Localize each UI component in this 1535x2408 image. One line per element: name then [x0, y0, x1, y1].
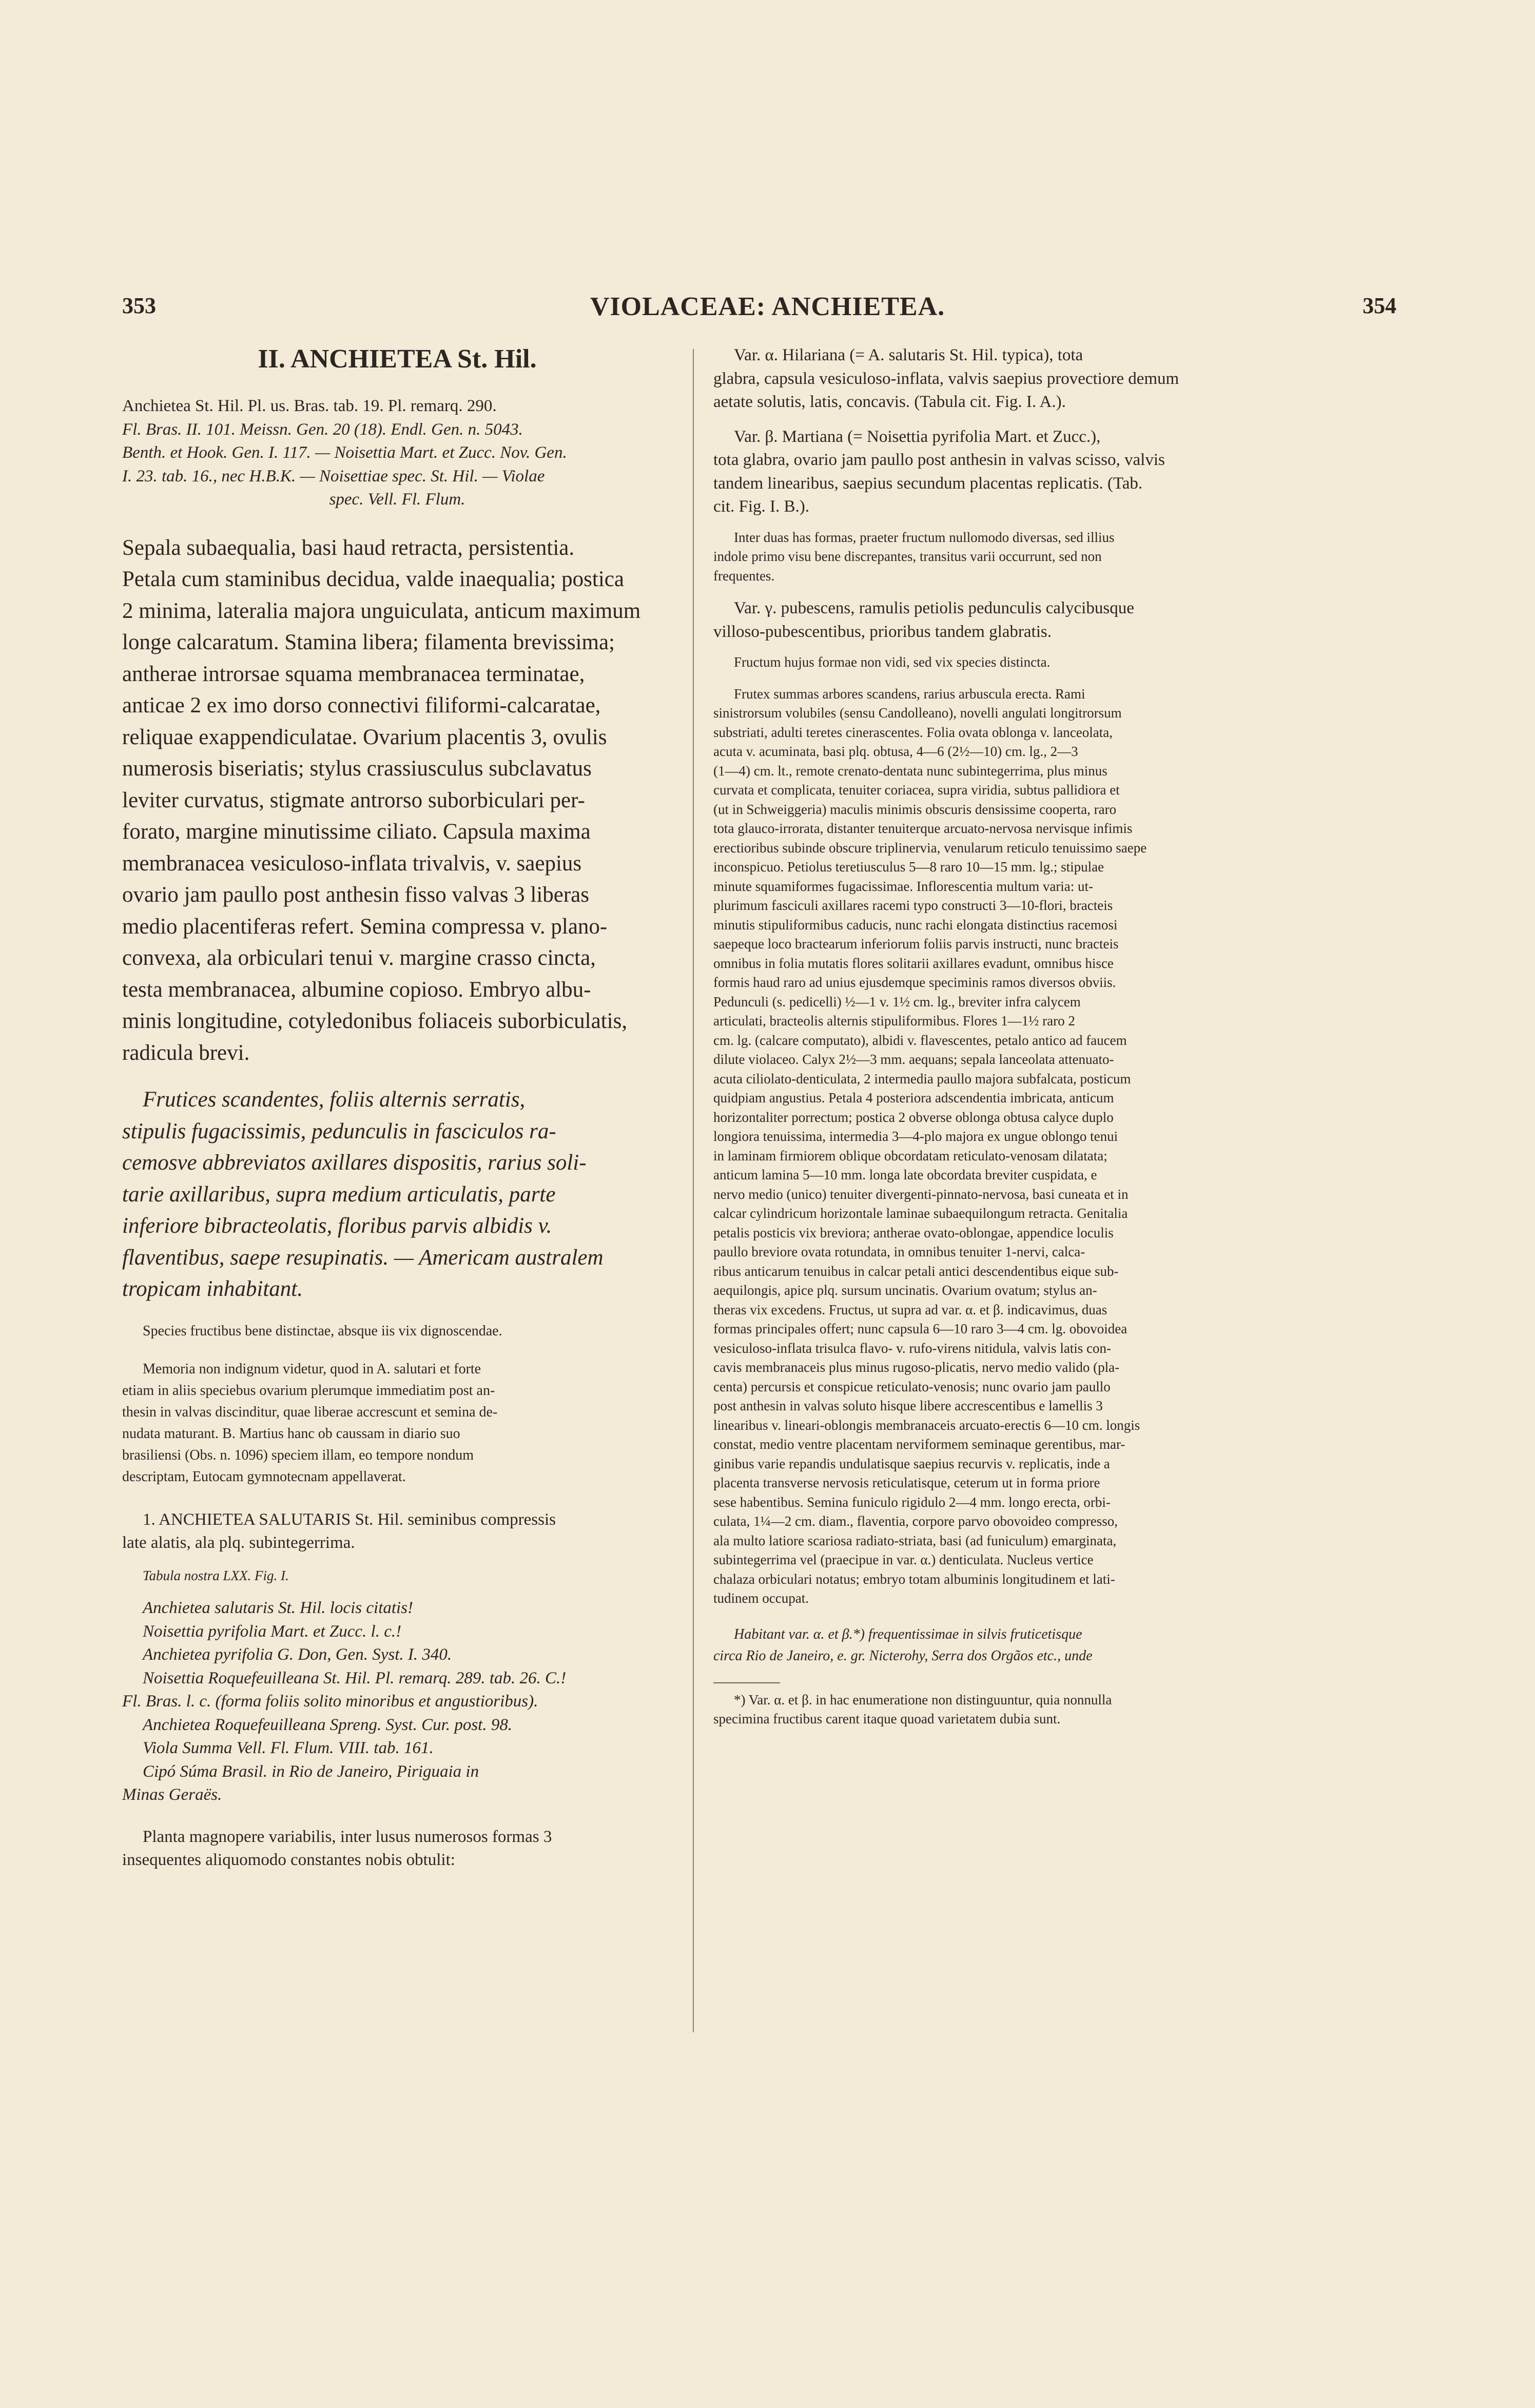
- reference-line: Noisettia pyrifolia Mart. et Zucc. l. c.!: [143, 1622, 402, 1641]
- right-column: [713, 344, 1401, 1729]
- synonymy-line: Anchietea St. Hil. Pl. us. Bras. tab. 19. Pl. remarq. 290.: [122, 397, 497, 415]
- habitat-paragraph: [713, 1624, 1401, 1667]
- description-line: linearibus v. lineari-oblongis membranaceis arcuato-erectis 6—10 cm. longis: [713, 1417, 1140, 1433]
- description-line: inconspicuo. Petiolus teretiusculus 5—8 raro 10—15 mm. lg.; stipulae: [713, 859, 1104, 875]
- description-line: petalis posticis vix breviora; antherae ovato-oblongae, appendice loculis: [713, 1225, 1114, 1240]
- note-line: indole primo visu bene discrepantes, transitus varii occurrunt, sed non: [713, 549, 1102, 564]
- habit-line: inferiore bibracteolatis, floribus parvis albidis v.: [122, 1214, 552, 1238]
- genus-description: [122, 532, 672, 1069]
- description-line: sese habentibus. Semina funiculo rigidulo 2—4 mm. longo erecta, orbi-: [713, 1494, 1111, 1510]
- description-line: plurimum fasciculi axillares racemi typo constructi 3—10-flori, bracteis: [713, 898, 1113, 913]
- planta-paragraph: [122, 1826, 672, 1872]
- reference-line: Anchietea pyrifolia G. Don, Gen. Syst. I. 340.: [143, 1645, 452, 1664]
- memoria-line: descriptam, Eutocam gymnotecnam appellaverat.: [122, 1468, 406, 1485]
- species-note: Species fructibus bene distinctae, absque iis vix dignoscendae.: [143, 1323, 502, 1339]
- description-line: nervo medio (unico) tenuiter divergenti-pinnato-nervosa, basi cuneata et in: [713, 1186, 1129, 1202]
- description-line: longe calcaratum. Stamina libera; filamenta brevissima;: [122, 630, 615, 654]
- reference-line: Fl. Bras. l. c. (forma foliis solito minoribus et angustioribus).: [122, 1692, 538, 1711]
- variety-line: glabra, capsula vesiculoso-inflata, valvis saepius provectiore demum: [713, 369, 1179, 388]
- reference-line: Anchietea Roquefeuilleana Spreng. Syst. Cur. post. 98.: [143, 1715, 513, 1734]
- description-line: acuta ciliolato-denticulata, 2 intermedia paullo majora subfalcata, posticum: [713, 1071, 1131, 1086]
- variety-line: Var. β. Martiana (= Noisettia pyrifolia Mart. et Zucc.),: [734, 427, 1101, 446]
- description-line: medio placentiferas refert. Semina compressa v. plano-: [122, 914, 608, 939]
- description-line: Sepala subaequalia, basi haud retracta, persistentia.: [122, 535, 575, 560]
- memoria-line: etiam in aliis speciebus ovarium plerumque immediatim post an-: [122, 1382, 495, 1399]
- description-line: reliquae exappendiculatae. Ovarium placentis 3, ovulis: [122, 725, 607, 749]
- variety-line: tota glabra, ovario jam paullo post anthesin in valvas scisso, valvis: [713, 451, 1165, 469]
- description-line: omnibus in folia mutatis flores solitarii axillares evadunt, omnibus hisce: [713, 955, 1114, 971]
- description-line: vesiculoso-inflata trisulca flavo- v. rufo-virens nitidula, valvis latis con-: [713, 1340, 1112, 1356]
- genus-habit: [122, 1084, 672, 1305]
- habit-line: stipulis fugacissimis, pedunculis in fasciculos ra-: [122, 1119, 556, 1143]
- description-line: forato, margine minutissime ciliato. Capsula maxima: [122, 820, 591, 844]
- memoria-paragraph: [122, 1358, 672, 1488]
- habitat-line: circa Rio de Janeiro, e. gr. Nicterohy, Serra dos Orgãos etc., unde: [713, 1647, 1093, 1664]
- description-line: post anthesin in valvas soluto hisque libere accrescentibus e lamellis 3: [713, 1398, 1103, 1413]
- description-line: anticae 2 ex imo dorso connectivi filiformi-calcaratae,: [122, 693, 601, 717]
- variety-gamma: [713, 597, 1401, 644]
- description-line: articulati, bracteolis alternis stipuliformibus. Flores 1—1½ raro 2: [713, 1013, 1075, 1028]
- memoria-line: thesin in valvas discinditur, quae liberae accrescunt et semina de-: [122, 1404, 498, 1420]
- description-line: minute squamiformes fugacissimae. Inflorescentia multum varia: ut-: [713, 878, 1094, 894]
- reference-line: Minas Geraës.: [122, 1785, 222, 1804]
- description-line: tudinem occupat.: [713, 1590, 809, 1606]
- description-line: in laminam firmiorem oblique obcordatam reticulato-venosam dilatata;: [713, 1148, 1107, 1163]
- planta-line: Planta magnopere variabilis, inter lusus numerosos formas 3: [143, 1827, 552, 1846]
- footnote-line: *) Var. α. et β. in hac enumeratione non distinguuntur, quia nonnulla: [734, 1692, 1112, 1707]
- reference-line: Cipó Súma Brasil. in Rio de Janeiro, Piriguaia in: [143, 1762, 479, 1781]
- description-line: horizontaliter porrectum; postica 2 obverse oblonga obtusa calyce duplo: [713, 1109, 1114, 1125]
- description-line: Frutex summas arbores scandens, rarius arbuscula erecta. Rami: [734, 686, 1085, 702]
- page-number-right: 354: [1363, 293, 1396, 318]
- description-line: chalaza orbiculari notatus; embryo totam albuminis longitudinem et lati-: [713, 1571, 1115, 1587]
- description-line: membranacea vesiculoso-inflata trivalvis, v. saepius: [122, 851, 582, 876]
- planta-line: insequentes aliquomodo constantes nobis obtulit:: [122, 1851, 455, 1869]
- page-number-left: 353: [122, 293, 156, 318]
- description-line: 2 minima, lateralia majora unguiculata, anticum maximum: [122, 598, 641, 623]
- description-line: centa) percursis et conspicue reticulato-venosis; nunc ovario jam paullo: [713, 1378, 1111, 1394]
- description-line: cavis membranaceis plus minus rugoso-plicatis, nervo medio valido (pla-: [713, 1360, 1120, 1375]
- description-line: testa membranacea, albumine copioso. Embryo albu-: [122, 977, 591, 1002]
- synonymy-line: Fl. Bras. II. 101. Meissn. Gen. 20 (18). Endl. Gen. n. 5043.: [122, 420, 523, 439]
- reference-line: Noisettia Roquefeuilleana St. Hil. Pl. remarq. 289. tab. 26. C.!: [143, 1668, 567, 1687]
- variety-beta: [713, 425, 1401, 519]
- memoria-line: brasiliensi (Obs. n. 1096) speciem illam, eo tempore nondum: [122, 1447, 474, 1463]
- variety-line: villoso-pubescentibus, prioribus tandem glabratis.: [713, 622, 1052, 641]
- description-line: radicula brevi.: [122, 1040, 250, 1065]
- description-line: antherae introrsae squama membranacea terminatae,: [122, 662, 585, 686]
- memoria-line: Memoria non indignum videtur, quod in A. salutari et forte: [143, 1361, 481, 1377]
- genus-heading: II. ANCHIETEA St. Hil.: [258, 344, 537, 374]
- description-line: Pedunculi (s. pedicelli) ½—1 v. 1½ cm. lg., breviter infra calycem: [713, 994, 1081, 1009]
- description-line: aequilongis, apice plq. sursum uncinatis. Ovarium ovatum; stylus an-: [713, 1283, 1097, 1298]
- note-line: Inter duas has formas, praeter fructum nullomodo diversas, sed illius: [734, 529, 1115, 545]
- tabula-reference: Tabula nostra LXX. Fig. I.: [143, 1567, 289, 1583]
- habit-line: flaventibus, saepe resupinatis. — Americam australem: [122, 1245, 604, 1270]
- description-line: formas principales offert; nunc capsula 6—10 raro 3—4 cm. lg. obovoidea: [713, 1321, 1128, 1336]
- description-line: tota glauco-irrorata, distanter tenuiterque arcuato-nervosa nervisque infimis: [713, 821, 1133, 836]
- description-line: acuta v. acuminata, basi plq. obtusa, 4—6 (2½—10) cm. lg., 2—3: [713, 744, 1078, 759]
- description-line: formis haud raro ad unius ejusdemque speciminis ramos diversos obviis.: [713, 975, 1116, 990]
- species-heading-line: 1. ANCHIETEA SALUTARIS St. Hil. seminibus compressis: [143, 1510, 556, 1529]
- description-line: ginibus varie repandis undulatisque saepius recurvis v. replicatis, inde a: [713, 1455, 1110, 1471]
- habit-line: Frutices scandentes, foliis alternis serratis,: [143, 1088, 526, 1112]
- description-line: culata, 1¼—2 cm. diam., flaventia, corpore parvo obovoideo compresso,: [713, 1513, 1118, 1529]
- reference-line: Anchietea salutaris St. Hil. locis citatis!: [143, 1599, 414, 1617]
- species-references: [122, 1597, 672, 1807]
- description-line: substriati, adulti teretes cinerascentes. Folia ovata oblonga v. lanceolata,: [713, 724, 1113, 740]
- genus-synonymy: [122, 395, 672, 512]
- variety-line: aetate solutis, latis, concavis. (Tabula cit. Fig. I. A.).: [713, 393, 1066, 411]
- description-line: numerosis biseriatis; stylus crassiusculus subclavatus: [122, 756, 592, 781]
- species-description: [713, 685, 1401, 1608]
- species-heading-line: late alatis, ala plq. subintegerrima.: [122, 1533, 355, 1552]
- description-line: saepeque loco bractearum inferiorum foliis parvis instructi, nunc bracteis: [713, 936, 1119, 951]
- description-line: ala multo latiore scariosa radiato-striata, basi (ad funiculum) emarginata,: [713, 1532, 1117, 1548]
- synonymy-line: Benth. et Hook. Gen. I. 117. — Noisettia Mart. et Zucc. Nov. Gen.: [122, 443, 567, 462]
- description-line: calcar cylindricum horizontale laminae subaequilongum retracta. Genitalia: [713, 1206, 1128, 1221]
- left-column: [122, 344, 672, 1872]
- description-line: curvata et complicata, tenuiter coriacea, supra viridia, subtus pallidiora et: [713, 782, 1120, 798]
- variety-line: Var. α. Hilariana (= A. salutaris St. Hil. typica), tota: [734, 346, 1083, 364]
- description-line: sinistrorsum volubiles (sensu Candolleano), novelli angulati longitrorsum: [713, 705, 1122, 721]
- description-line: subintegerrima vel (praecipue in var. α.) denticulata. Nucleus vertice: [713, 1552, 1094, 1567]
- running-header: [0, 293, 1535, 328]
- habit-line: tarie axillaribus, supra medium articulatis, parte: [122, 1182, 556, 1207]
- column-divider: [693, 349, 694, 2032]
- memoria-line: nudata maturant. B. Martius hanc ob caussam in diario suo: [122, 1425, 460, 1442]
- description-line: ribus anticarum tenuibus in calcar petali antici descendentibus eique sub-: [713, 1263, 1119, 1279]
- species-heading: [122, 1508, 672, 1555]
- description-line: (ut in Schweiggeria) maculis minimis obscuris densissime cooperta, raro: [713, 801, 1117, 817]
- description-line: anticum lamina 5—10 mm. longa late obcordata breviter cuspidata, e: [713, 1167, 1097, 1182]
- habitat-line: Habitant var. α. et β.*) frequentissimae in silvis fruticetisque: [734, 1626, 1082, 1642]
- reference-line: Viola Summa Vell. Fl. Flum. VIII. tab. 161.: [143, 1739, 434, 1757]
- description-line: minis longitudine, cotyledonibus foliaceis suborbiculatis,: [122, 1009, 628, 1033]
- habit-line: cemosve abbreviatos axillares dispositis, rarius soli-: [122, 1151, 587, 1175]
- description-line: leviter curvatus, stigmate antrorso suborbiculari per-: [122, 788, 585, 812]
- intermediate-note: [713, 528, 1401, 586]
- description-line: Petala cum staminibus decidua, valde inaequalia; postica: [122, 567, 624, 591]
- description-line: constat, medio ventre placentam nerviformem seminaque gerentibus, mar-: [713, 1436, 1125, 1452]
- variety-line: tandem linearibus, saepius secundum placentas replicatis. (Tab.: [713, 474, 1143, 493]
- description-line: minutis stipuliformibus caducis, nunc rachi elongata distinctius racemosi: [713, 917, 1118, 933]
- description-line: erectioribus subinde obscure triplinervia, venularum reticulo tenuissimo saepe: [713, 840, 1147, 856]
- description-line: placenta transverse nervosis reticulatisque, ceterum ut in forma priore: [713, 1475, 1100, 1490]
- description-line: theras vix excedens. Fructus, ut supra ad var. α. et β. indicavimus, duas: [713, 1302, 1107, 1317]
- description-line: longiora tenuissima, intermedia 3—4-plo majora ex ungue oblongo tenui: [713, 1129, 1118, 1144]
- description-line: dilute violaceo. Calyx 2½—3 mm. aequans; sepala lanceolata attenuato-: [713, 1052, 1114, 1067]
- variety-alpha: [713, 344, 1401, 414]
- fructum-note: Fructum hujus formae non vidi, sed vix species distincta.: [734, 654, 1051, 670]
- description-line: ovario jam paullo post anthesin fisso valvas 3 liberas: [122, 883, 589, 907]
- description-line: (1—4) cm. lt., remote crenato-dentata nunc subintegerrima, plus minus: [713, 763, 1107, 779]
- description-line: quidpiam angustius. Petala 4 posteriora adscendentia imbricata, anticum: [713, 1090, 1114, 1105]
- running-title: VIOLACEAE: ANCHIETEA.: [590, 292, 945, 321]
- habit-line: tropicam inhabitant.: [122, 1277, 303, 1301]
- synonymy-line: I. 23. tab. 16., nec H.B.K. — Noisettiae spec. St. Hil. — Violae: [122, 467, 545, 486]
- description-line: cm. lg. (calcare computato), albidi v. flavescentes, petalo antico ad faucem: [713, 1032, 1127, 1048]
- variety-line: cit. Fig. I. B.).: [713, 497, 809, 516]
- footnote: [713, 1691, 1401, 1729]
- footnote-line: specimina fructibus carent itaque quoad varietatem dubia sunt.: [713, 1711, 1061, 1726]
- note-line: frequentes.: [713, 568, 775, 584]
- variety-line: Var. γ. pubescens, ramulis petiolis pedunculis calycibusque: [734, 599, 1134, 617]
- description-line: paullo breviore ovata rotundata, in omnibus tenuiter 1-nervi, calca-: [713, 1244, 1085, 1259]
- description-line: convexa, ala orbiculari tenui v. margine crasso cincta,: [122, 946, 596, 970]
- footnote-rule: [713, 1682, 780, 1683]
- synonymy-line: spec. Vell. Fl. Flum.: [329, 490, 465, 509]
